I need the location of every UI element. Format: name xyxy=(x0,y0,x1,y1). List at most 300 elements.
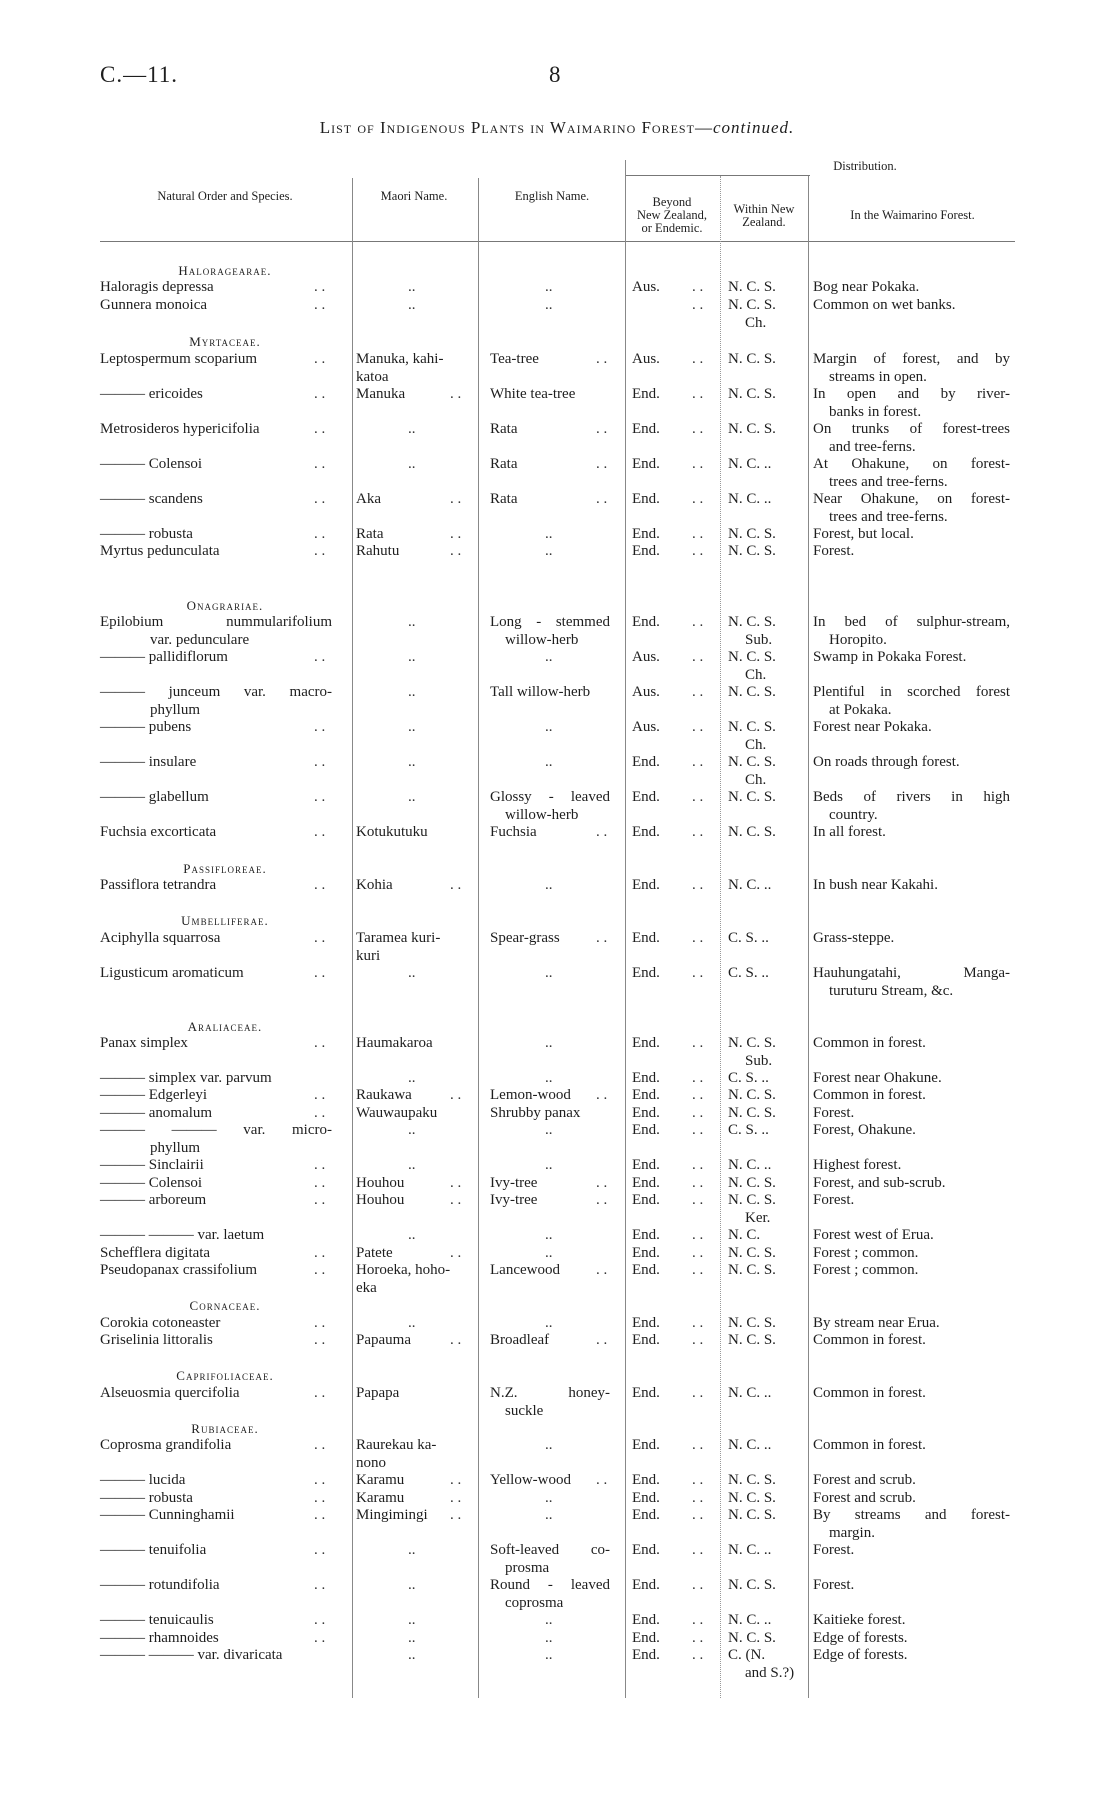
english-name: Shrubby panax xyxy=(490,1105,581,1121)
leader-dots: . . xyxy=(596,1192,608,1208)
waimarino-location: at Pokaka. xyxy=(829,701,892,718)
leader-dots: . . xyxy=(314,1087,326,1103)
leader-dots: . . xyxy=(314,649,326,665)
species-name: ——— rhamnoides xyxy=(100,1630,219,1646)
maori-name: Houhou xyxy=(356,1175,405,1191)
leader-dots: . . xyxy=(314,351,326,367)
leader-dots: . . xyxy=(596,1175,608,1191)
within-nz: Ch. xyxy=(745,314,767,331)
beyond-nz: End. xyxy=(632,1262,660,1278)
waimarino-location: Common on wet banks. xyxy=(813,297,956,313)
maori-name: Papauma xyxy=(356,1332,411,1348)
within-nz: N. C. .. xyxy=(728,877,772,893)
maori-name: .. xyxy=(408,1577,416,1593)
leader-dots: . . xyxy=(692,421,704,437)
within-nz: Ch. xyxy=(745,666,767,683)
within-nz: N. C. .. xyxy=(728,491,772,507)
leader-dots: . . xyxy=(450,526,462,542)
species-name: Epilobium nummularifolium xyxy=(100,614,332,630)
within-nz: N. C. S. xyxy=(728,279,776,295)
maori-name: Taramea kuri- xyxy=(356,930,441,946)
leader-dots: . . xyxy=(692,1105,704,1121)
leader-dots: . . xyxy=(692,1315,704,1331)
english-name: .. xyxy=(545,1315,553,1331)
waimarino-location: Forest ; common. xyxy=(813,1245,919,1261)
waimarino-location: Horopito. xyxy=(829,631,887,648)
leader-dots: . . xyxy=(450,543,462,559)
waimarino-location: Margin of forest, and by xyxy=(813,351,1010,367)
english-name: Lemon-wood xyxy=(490,1087,571,1103)
within-nz: N. C. .. xyxy=(728,1612,772,1628)
species-name: ——— glabellum xyxy=(100,789,209,805)
english-name: Lancewood xyxy=(490,1262,560,1278)
beyond-nz: End. xyxy=(632,965,660,981)
waimarino-location: Forest. xyxy=(813,543,855,559)
leader-dots: . . xyxy=(692,526,704,542)
species-name: Panax simplex xyxy=(100,1035,188,1051)
english-name: Tea-tree xyxy=(490,351,539,367)
leader-dots: . . xyxy=(692,1122,704,1138)
maori-name: .. xyxy=(408,649,416,665)
leader-dots: . . xyxy=(692,297,704,313)
beyond-nz: End. xyxy=(632,456,660,472)
english-name: .. xyxy=(545,877,553,893)
within-nz: N. C. S. xyxy=(728,824,776,840)
maori-name: Wauwaupaku xyxy=(356,1105,438,1121)
beyond-nz: Aus. xyxy=(632,279,660,295)
leader-dots: . . xyxy=(450,1472,462,1488)
species-name: ——— simplex var. parvum xyxy=(100,1070,272,1086)
english-name: .. xyxy=(545,754,553,770)
maori-name: .. xyxy=(408,684,416,700)
english-name: suckle xyxy=(505,1402,544,1419)
maori-name: Raukawa xyxy=(356,1087,412,1103)
maori-name: .. xyxy=(408,1612,416,1628)
leader-dots: . . xyxy=(314,491,326,507)
maori-name: .. xyxy=(408,1315,416,1331)
english-name: .. xyxy=(545,649,553,665)
leader-dots: . . xyxy=(314,1472,326,1488)
english-name: .. xyxy=(545,526,553,542)
leader-dots: . . xyxy=(314,1490,326,1506)
leader-dots: . . xyxy=(596,1332,608,1348)
species-name: ——— Sinclairii xyxy=(100,1157,204,1173)
leader-dots: . . xyxy=(596,491,608,507)
english-name: .. xyxy=(545,543,553,559)
beyond-nz: End. xyxy=(632,1630,660,1646)
within-nz: C. S. .. xyxy=(728,965,769,981)
leader-dots: . . xyxy=(692,543,704,559)
page-number: 8 xyxy=(549,62,561,87)
english-name: willow-herb xyxy=(505,631,579,648)
species-name: ——— robusta xyxy=(100,526,193,542)
leader-dots: . . xyxy=(314,1035,326,1051)
leader-dots: . . xyxy=(596,824,608,840)
maori-name: .. xyxy=(408,1122,416,1138)
maori-name: .. xyxy=(408,1647,416,1663)
within-nz: N. C. .. xyxy=(728,1385,772,1401)
leader-dots: . . xyxy=(692,351,704,367)
leader-dots: . . xyxy=(314,543,326,559)
leader-dots: . . xyxy=(692,1437,704,1453)
beyond-nz: End. xyxy=(632,1507,660,1523)
waimarino-location: Forest. xyxy=(813,1542,855,1558)
english-name: .. xyxy=(545,1630,553,1646)
within-nz: N. C. S. xyxy=(728,684,776,700)
english-name: .. xyxy=(545,719,553,735)
beyond-nz: End. xyxy=(632,1105,660,1121)
species-name: Passiflora tetrandra xyxy=(100,877,217,893)
maori-name: Kotukutuku xyxy=(356,824,428,840)
header-distribution: Distribution. xyxy=(833,159,897,173)
species-name: ——— ——— var. laetum xyxy=(100,1227,265,1243)
species-name: phyllum xyxy=(150,1139,201,1156)
leader-dots: . . xyxy=(314,297,326,313)
waimarino-location: In open and by river- xyxy=(813,386,1010,402)
beyond-nz: End. xyxy=(632,543,660,559)
waimarino-location: Bog near Pokaka. xyxy=(813,279,920,295)
english-name: .. xyxy=(545,1227,553,1243)
beyond-nz: Aus. xyxy=(632,351,660,367)
waimarino-location: Common in forest. xyxy=(813,1035,926,1051)
leader-dots: . . xyxy=(692,684,704,700)
beyond-nz: End. xyxy=(632,1035,660,1051)
waimarino-location: Forest. xyxy=(813,1105,855,1121)
leader-dots: . . xyxy=(450,1192,462,1208)
beyond-nz: End. xyxy=(632,930,660,946)
species-name: ——— ——— var. micro- xyxy=(100,1122,332,1138)
leader-dots: . . xyxy=(596,1087,608,1103)
leader-dots: . . xyxy=(314,279,326,295)
english-name: Rata xyxy=(490,456,518,472)
species-name: Ligusticum aromaticum xyxy=(100,965,244,981)
maori-name: Aka xyxy=(356,491,381,507)
leader-dots: . . xyxy=(314,1507,326,1523)
beyond-nz: Aus. xyxy=(632,649,660,665)
title-main: List of Indigenous Plants in Waimarino Forest— xyxy=(319,118,713,137)
waimarino-location: Forest west of Erua. xyxy=(813,1227,934,1243)
leader-dots: . . xyxy=(314,754,326,770)
beyond-nz: End. xyxy=(632,1332,660,1348)
english-name: coprosma xyxy=(505,1594,564,1611)
waimarino-location: On roads through forest. xyxy=(813,754,960,770)
leader-dots: . . xyxy=(692,1070,704,1086)
waimarino-location: Swamp in Pokaka Forest. xyxy=(813,649,967,665)
waimarino-location: Beds of rivers in high xyxy=(813,789,1010,805)
species-name: Schefflera digitata xyxy=(100,1245,211,1261)
species-name: ——— junceum var. macro- xyxy=(100,684,332,700)
maori-name: .. xyxy=(408,1070,416,1086)
leader-dots: . . xyxy=(314,1262,326,1278)
english-name: .. xyxy=(545,1490,553,1506)
waimarino-location: Forest near Ohakune. xyxy=(813,1070,942,1086)
within-nz: N. C. S. xyxy=(728,1105,776,1121)
leader-dots: . . xyxy=(692,279,704,295)
within-nz: N. C. xyxy=(728,1227,761,1243)
waimarino-location: Forest. xyxy=(813,1192,855,1208)
beyond-nz: End. xyxy=(632,877,660,893)
leader-dots: . . xyxy=(692,1542,704,1558)
species-name: ——— robusta xyxy=(100,1490,193,1506)
within-nz: N. C. .. xyxy=(728,1437,772,1453)
species-name: Griselinia littoralis xyxy=(100,1332,213,1348)
english-name: Rata xyxy=(490,421,518,437)
english-name: Soft-leaved co- xyxy=(490,1542,610,1558)
family-heading: Passifloreae. xyxy=(183,861,267,876)
header-beyond-line: or Endemic. xyxy=(641,221,703,235)
species-name: ——— tenuicaulis xyxy=(100,1612,214,1628)
waimarino-location: In bed of sulphur-stream, xyxy=(813,614,1010,630)
species-name: phyllum xyxy=(150,701,201,718)
waimarino-location: Hauhungatahi, Manga- xyxy=(813,965,1010,981)
waimarino-location: Plentiful in scorched forest xyxy=(813,684,1010,700)
maori-name: .. xyxy=(408,1227,416,1243)
waimarino-location: margin. xyxy=(829,1524,875,1541)
species-name: ——— pallidiflorum xyxy=(100,649,228,665)
species-name: ——— Edgerleyi xyxy=(100,1087,208,1103)
english-name: .. xyxy=(545,297,553,313)
leader-dots: . . xyxy=(314,1630,326,1646)
maori-name: Rata xyxy=(356,526,384,542)
within-nz: N. C. .. xyxy=(728,456,772,472)
species-name: Gunnera monoica xyxy=(100,297,208,313)
leader-dots: . . xyxy=(692,877,704,893)
family-heading: Haloragearae. xyxy=(178,263,272,278)
beyond-nz: End. xyxy=(632,824,660,840)
leader-dots: . . xyxy=(450,1175,462,1191)
maori-name: Raurekau ka- xyxy=(356,1437,437,1453)
maori-name: Manuka, kahi- xyxy=(356,351,444,367)
species-name: Leptospermum scoparium xyxy=(100,351,258,367)
leader-dots: . . xyxy=(314,1105,326,1121)
leader-dots: . . xyxy=(692,965,704,981)
species-name: ——— tenuifolia xyxy=(100,1542,207,1558)
leader-dots: . . xyxy=(692,1577,704,1593)
leader-dots: . . xyxy=(314,824,326,840)
leader-dots: . . xyxy=(692,824,704,840)
within-nz: Ker. xyxy=(745,1209,771,1226)
maori-name: Karamu xyxy=(356,1490,405,1506)
english-name: Long - stemmed xyxy=(490,614,610,630)
maori-name: .. xyxy=(408,965,416,981)
species-name: Myrtus pedunculata xyxy=(100,543,220,559)
beyond-nz: End. xyxy=(632,754,660,770)
english-name: prosma xyxy=(505,1559,550,1576)
waimarino-location: Kaitieke forest. xyxy=(813,1612,906,1628)
maori-name: .. xyxy=(408,1630,416,1646)
within-nz: N. C. S. xyxy=(728,1087,776,1103)
within-nz: C. (N. xyxy=(728,1647,766,1663)
leader-dots: . . xyxy=(596,421,608,437)
within-nz: Sub. xyxy=(745,1052,773,1069)
leader-dots: . . xyxy=(314,386,326,402)
within-nz: Ch. xyxy=(745,771,767,788)
leader-dots: . . xyxy=(692,649,704,665)
english-name: Ivy-tree xyxy=(490,1175,538,1191)
leader-dots: . . xyxy=(692,1175,704,1191)
maori-name: .. xyxy=(408,789,416,805)
maori-name: .. xyxy=(408,297,416,313)
beyond-nz: End. xyxy=(632,1647,660,1663)
leader-dots: . . xyxy=(692,491,704,507)
maori-name: Manuka xyxy=(356,386,406,402)
document-reference: C.—11. xyxy=(100,62,178,87)
header-english: English Name. xyxy=(514,189,590,203)
maori-name: Karamu xyxy=(356,1472,405,1488)
waimarino-location: Common in forest. xyxy=(813,1437,926,1453)
beyond-nz: End. xyxy=(632,1227,660,1243)
maori-name: Horoeka, hoho- xyxy=(356,1262,451,1278)
beyond-nz: End. xyxy=(632,491,660,507)
beyond-nz: End. xyxy=(632,789,660,805)
beyond-nz: End. xyxy=(632,1437,660,1453)
maori-name: .. xyxy=(408,1542,416,1558)
maori-name: Kohia xyxy=(356,877,393,893)
leader-dots: . . xyxy=(450,386,462,402)
maori-name: .. xyxy=(408,719,416,735)
leader-dots: . . xyxy=(314,1157,326,1173)
leader-dots: . . xyxy=(692,1612,704,1628)
beyond-nz: End. xyxy=(632,386,660,402)
header-within-line: Within New xyxy=(733,202,795,216)
leader-dots: . . xyxy=(314,1332,326,1348)
within-nz: N. C. S. xyxy=(728,351,776,367)
leader-dots: . . xyxy=(596,1472,608,1488)
family-heading: Myrtaceae. xyxy=(189,334,261,349)
species-name: Fuchsia excorticata xyxy=(100,824,217,840)
waimarino-location: Grass-steppe. xyxy=(813,930,895,946)
leader-dots: . . xyxy=(314,1577,326,1593)
waimarino-location: By stream near Erua. xyxy=(813,1315,940,1331)
maori-name: Patete xyxy=(356,1245,393,1261)
species-name: Corokia cotoneaster xyxy=(100,1315,221,1331)
beyond-nz: Aus. xyxy=(632,684,660,700)
waimarino-location: In all forest. xyxy=(813,824,886,840)
english-name: .. xyxy=(545,1157,553,1173)
waimarino-location: Edge of forests. xyxy=(813,1647,908,1663)
english-name: .. xyxy=(545,1122,553,1138)
waimarino-location: At Ohakune, on forest- xyxy=(813,456,1010,472)
leader-dots: . . xyxy=(692,719,704,735)
within-nz: C. S. .. xyxy=(728,1070,769,1086)
waimarino-location: Near Ohakune, on forest- xyxy=(813,491,1010,507)
beyond-nz: End. xyxy=(632,1192,660,1208)
within-nz: N. C. S. xyxy=(728,1577,776,1593)
family-heading: Araliaceae. xyxy=(187,1019,263,1034)
english-name: .. xyxy=(545,1612,553,1628)
waimarino-location: Forest and scrub. xyxy=(813,1490,916,1506)
beyond-nz: End. xyxy=(632,1245,660,1261)
maori-name: nono xyxy=(356,1454,386,1471)
within-nz: N. C. S. xyxy=(728,1262,776,1278)
leader-dots: . . xyxy=(314,1245,326,1261)
leader-dots: . . xyxy=(692,1262,704,1278)
leader-dots: . . xyxy=(596,930,608,946)
header-within-line: Zealand. xyxy=(742,215,786,229)
leader-dots: . . xyxy=(692,789,704,805)
waimarino-location: Edge of forests. xyxy=(813,1630,908,1646)
leader-dots: . . xyxy=(692,456,704,472)
leader-dots: . . xyxy=(692,1332,704,1348)
maori-name: .. xyxy=(408,421,416,437)
english-name: willow-herb xyxy=(505,806,579,823)
species-name: Alseuosmia quercifolia xyxy=(100,1385,240,1401)
english-name: Broadleaf xyxy=(490,1332,550,1348)
leader-dots: . . xyxy=(450,1490,462,1506)
english-name: Round - leaved xyxy=(490,1577,610,1593)
leader-dots: . . xyxy=(692,1227,704,1243)
leader-dots: . . xyxy=(314,456,326,472)
beyond-nz: End. xyxy=(632,1490,660,1506)
within-nz: N. C. S. xyxy=(728,1192,776,1208)
leader-dots: . . xyxy=(450,877,462,893)
within-nz: C. S. .. xyxy=(728,1122,769,1138)
waimarino-location: Forest. xyxy=(813,1577,855,1593)
leader-dots: . . xyxy=(692,1385,704,1401)
within-nz: Ch. xyxy=(745,736,767,753)
leader-dots: . . xyxy=(314,930,326,946)
maori-name: Mingimingi xyxy=(356,1507,428,1523)
leader-dots: . . xyxy=(692,1157,704,1173)
leader-dots: . . xyxy=(692,1245,704,1261)
maori-name: Haumakaroa xyxy=(356,1035,433,1051)
waimarino-location: In bush near Kakahi. xyxy=(813,877,938,893)
waimarino-location: Forest, Ohakune. xyxy=(813,1122,916,1138)
leader-dots: . . xyxy=(692,1507,704,1523)
leader-dots: . . xyxy=(314,1385,326,1401)
english-name: .. xyxy=(545,1070,553,1086)
within-nz: N. C. S. xyxy=(728,719,776,735)
within-nz: N. C. S. xyxy=(728,543,776,559)
beyond-nz: End. xyxy=(632,526,660,542)
within-nz: N. C. S. xyxy=(728,649,776,665)
leader-dots: . . xyxy=(692,754,704,770)
maori-name: .. xyxy=(408,754,416,770)
leader-dots: . . xyxy=(314,877,326,893)
maori-name: .. xyxy=(408,614,416,630)
within-nz: N. C. S. xyxy=(728,1175,776,1191)
leader-dots: . . xyxy=(450,491,462,507)
beyond-nz: End. xyxy=(632,1087,660,1103)
leader-dots: . . xyxy=(596,1262,608,1278)
within-nz: N. C. S. xyxy=(728,614,776,630)
species-name: ——— insulare xyxy=(100,754,197,770)
english-name: N.Z. honey- xyxy=(490,1385,610,1401)
within-nz: and S.?) xyxy=(745,1664,795,1681)
beyond-nz: End. xyxy=(632,1612,660,1628)
leader-dots: . . xyxy=(692,1472,704,1488)
leader-dots: . . xyxy=(314,965,326,981)
maori-name: .. xyxy=(408,279,416,295)
waimarino-location: Forest and scrub. xyxy=(813,1472,916,1488)
header-beyond-line: New Zealand, xyxy=(636,208,708,222)
within-nz: N. C. S. xyxy=(728,297,776,313)
maori-name: .. xyxy=(408,1157,416,1173)
leader-dots: . . xyxy=(450,1332,462,1348)
english-name: .. xyxy=(545,1245,553,1261)
english-name: Tall willow-herb xyxy=(490,684,591,700)
leader-dots: . . xyxy=(314,1192,326,1208)
leader-dots: . . xyxy=(314,1612,326,1628)
waimarino-location: trees and tree-ferns. xyxy=(829,508,948,525)
leader-dots: . . xyxy=(314,719,326,735)
beyond-nz: End. xyxy=(632,1385,660,1401)
species-name: Coprosma grandifolia xyxy=(100,1437,232,1453)
maori-name: Houhou xyxy=(356,1192,405,1208)
leader-dots: . . xyxy=(314,1175,326,1191)
waimarino-location: streams in open. xyxy=(829,368,927,385)
leader-dots: . . xyxy=(314,1542,326,1558)
